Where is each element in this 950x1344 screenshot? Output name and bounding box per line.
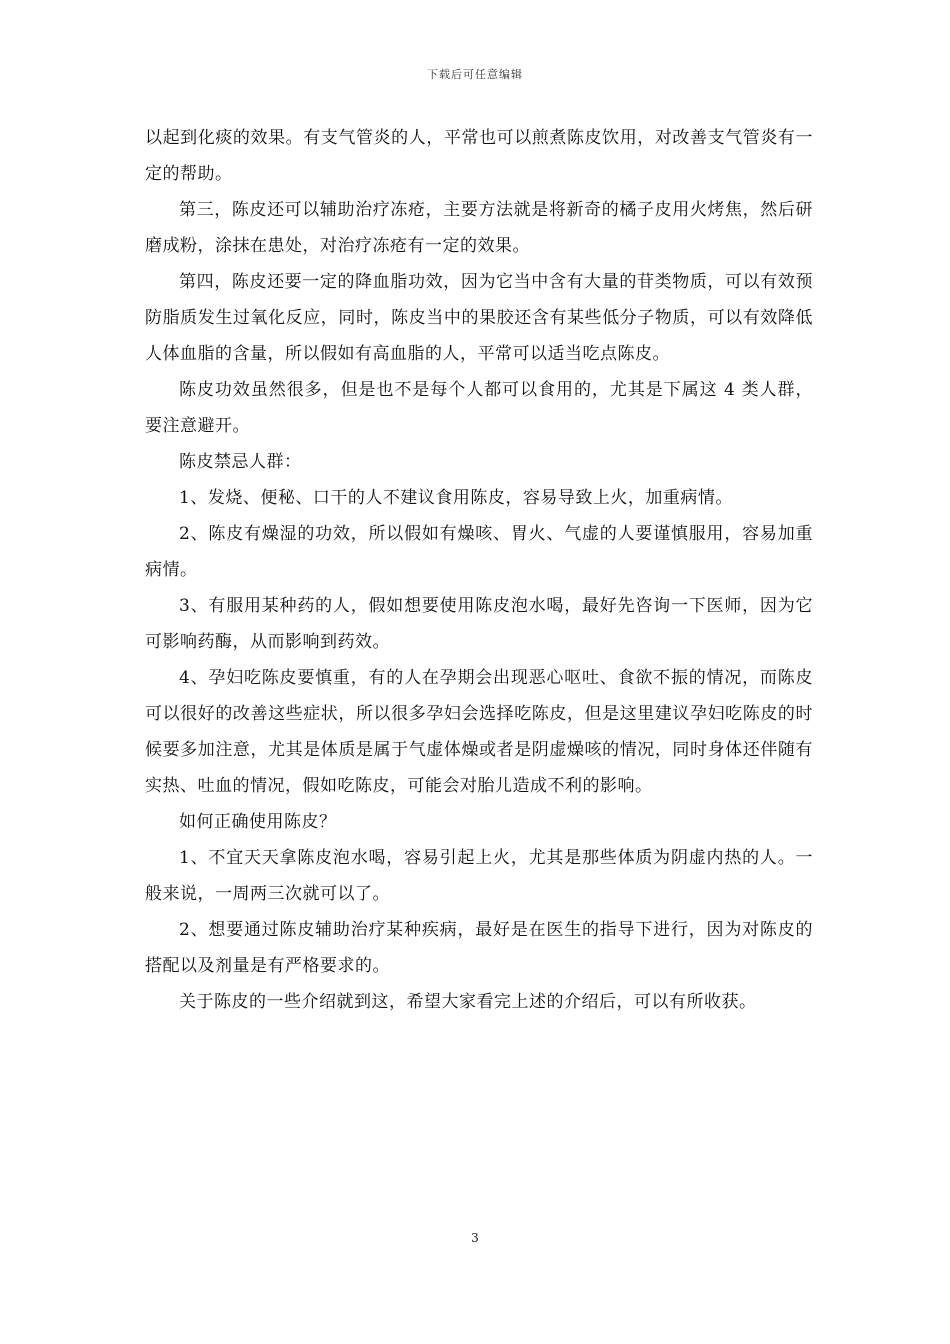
- document-body: [145, 120, 813, 1020]
- list-item-4: 4、孕妇吃陈皮要慎重，有的人在孕期会出现恶心呕吐、食欲不振的情况，而陈皮可以很好的改善这些症状，所以很多孕妇会选择吃陈皮，但是这里建议孕妇吃陈皮的时候要多加注意，尤其是体质是属于气虚体燥或者是阴虚燥咳的情况，同时身体还伴随有实热、吐血的情况，假如吃陈皮，可能会对胎儿造成不利的影响。: [145, 668, 813, 796]
- section-heading-usage: 如何正确使用陈皮？: [179, 812, 337, 832]
- usage-item-2: 2、想要通过陈皮辅助治疗某种疾病，最好是在医生的指导下进行，因为对陈皮的搭配以及剂量是有严格要求的。: [145, 920, 813, 976]
- paragraph-4: 陈皮功效虽然很多，但是也不是每个人都可以食用的，尤其是下属这 4 类人群，要注意避开。: [145, 380, 813, 436]
- list-item-2: 2、陈皮有燥湿的功效，所以假如有燥咳、胃火、气虚的人要谨慎服用，容易加重病情。: [145, 524, 813, 580]
- paragraph-3: 第四，陈皮还要一定的降血脂功效，因为它当中含有大量的苷类物质，可以有效预防脂质发生过氧化反应，同时，陈皮当中的果胶还含有某些低分子物质，可以有效降低人体血脂的含量，所以假如有高血脂的人，平常可以适当吃点陈皮。: [145, 272, 813, 364]
- list-item-3: 3、有服用某种药的人，假如想要使用陈皮泡水喝，最好先咨询一下医师，因为它可影响药酶，从而影响到药效。: [145, 596, 813, 652]
- page-header: 下载后可任意编辑: [427, 68, 523, 81]
- paragraph-2: 第三，陈皮还可以辅助治疗冻疮，主要方法就是将新奇的橘子皮用火烤焦，然后研磨成粉，涂抹在患处，对治疗冻疮有一定的效果。: [145, 200, 813, 256]
- closing-paragraph: 关于陈皮的一些介绍就到这，希望大家看完上述的介绍后，可以有所收获。: [179, 992, 757, 1012]
- usage-item-1: 1、不宜天天拿陈皮泡水喝，容易引起上火，尤其是那些体质为阴虚内热的人。一般来说，一周两三次就可以了。: [145, 848, 813, 904]
- section-heading-contraindications: 陈皮禁忌人群：: [179, 452, 302, 472]
- paragraph-1: 以起到化痰的效果。有支气管炎的人，平常也可以煎煮陈皮饮用，对改善支气管炎有一定的帮助。: [145, 128, 813, 184]
- page-number: 3: [471, 1231, 479, 1245]
- list-item-1: 1、发烧、便秘、口干的人不建议食用陈皮，容易导致上火，加重病情。: [179, 488, 733, 508]
